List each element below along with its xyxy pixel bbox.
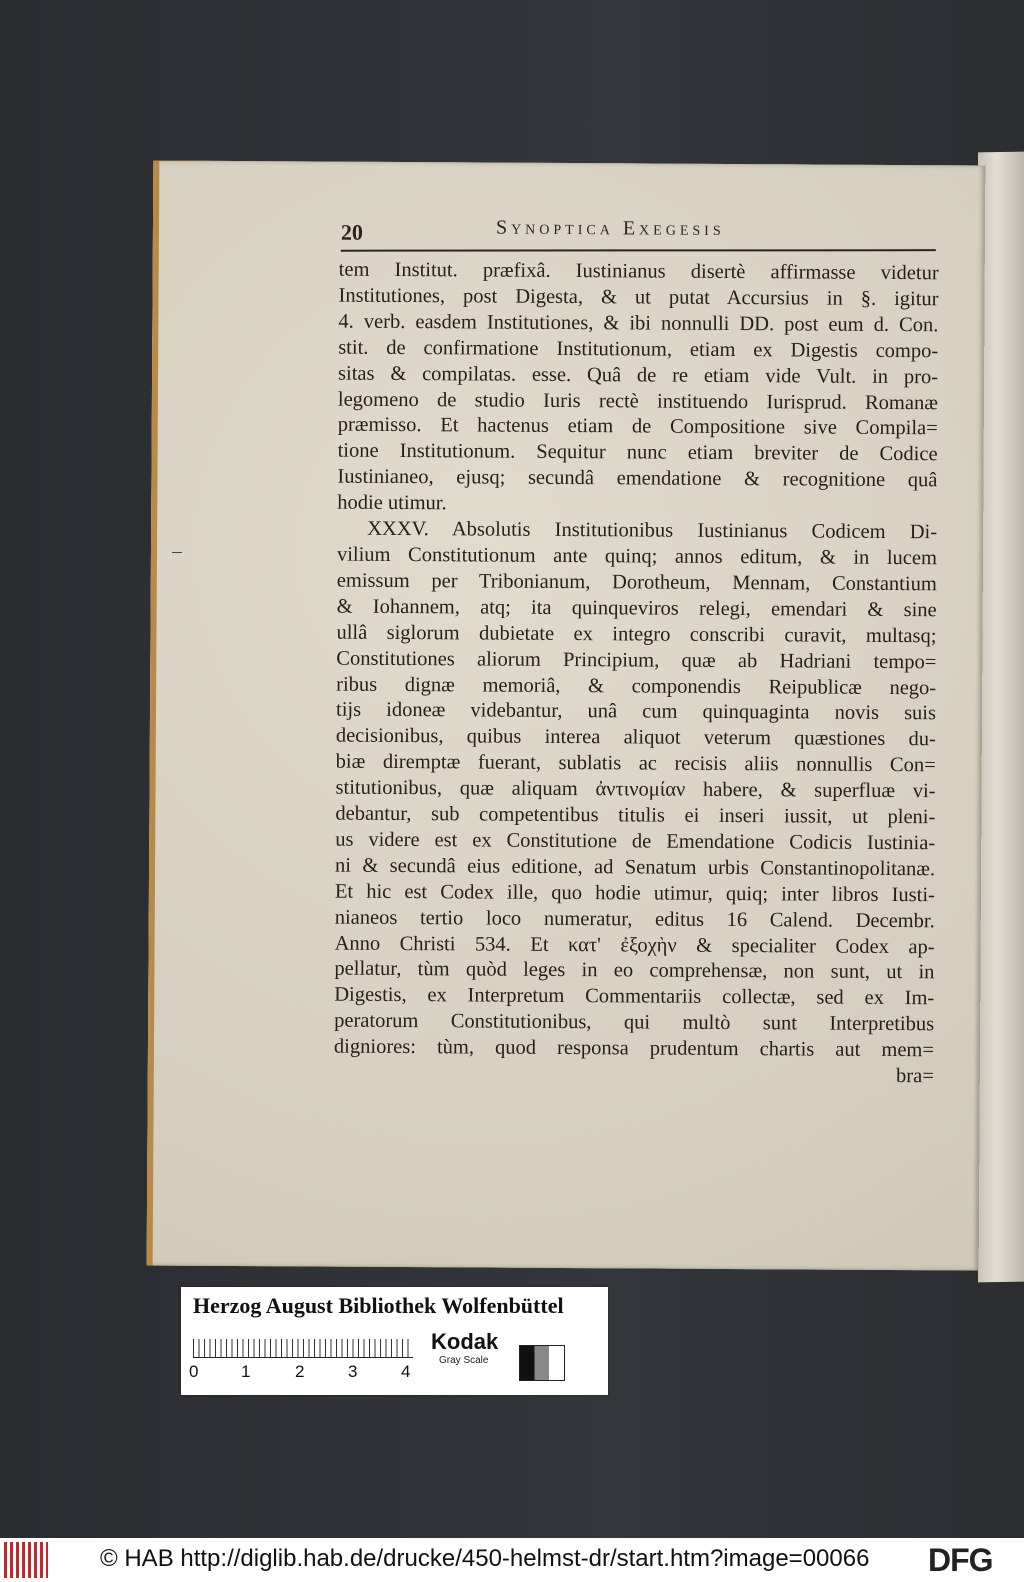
library-name: Herzog August Bibliothek Wolfenbüttel — [193, 1293, 564, 1318]
text-line: stitutionibus, quæ aliquam ἀντινομίαν habere, & superfluæ vi- — [335, 776, 936, 803]
text-line: ullâ siglorum dubietate ex integro conscribi curavit, multasq; — [336, 621, 937, 647]
text-line: pellatur, tùm quòd leges in eo comprehensæ, non sunt, ut in — [334, 958, 935, 984]
footer-credit-link[interactable]: © HAB http://diglib.hab.de/drucke/450-helmst-dr/start.htm?image=00066 — [100, 1545, 870, 1572]
ruler-numbers — [189, 1362, 429, 1384]
text-line: 4. verb. easdem Institutiones, & ibi nonnulli DD. post eum d. Con. — [338, 310, 939, 337]
text-line: decisionibus, quibus interea aliquot veterum quæstiones du- — [335, 724, 936, 751]
text-line: præmisso. Et hactenus etiam de Compositione sive Compila= — [337, 414, 938, 440]
text-line: tione Institutionum. Sequitur nunc etiam breviter de Codice — [337, 439, 938, 466]
page-header — [341, 214, 941, 252]
text-line: Anno Christi 534. Et κατ' ἐξοχὴν & specialiter Codex ap- — [334, 932, 935, 958]
ruler-number: 3 — [348, 1362, 358, 1381]
text-line: us videre est ex Constitutione de Emendatione Codicis Iustinia- — [335, 828, 936, 855]
body-text — [334, 258, 939, 1091]
text-line: Constitutiones aliorum Principium, quæ ab Hadriani tempo= — [336, 647, 937, 673]
text-line: bra= — [895, 1065, 934, 1088]
header-rule — [341, 249, 936, 252]
kodak-logo: Kodak — [431, 1329, 499, 1354]
color-target-card — [181, 1287, 608, 1395]
text-line: ni & secundâ eius editione, ad Senatum urbis Constantinopolitanæ. — [335, 854, 936, 881]
gray-scale-swatch — [519, 1345, 565, 1381]
scale-ruler — [193, 1327, 413, 1358]
text-line: stit. de confirmatione Institutionum, etiam ex Digestis compo- — [338, 336, 939, 362]
text-line: & Iohannem, atq; ita quinqueviros relegi, emendari & sine — [336, 595, 937, 622]
text-line: tijs idoneæ videbantur, unâ cum quinquaginta novis suis — [335, 699, 937, 725]
text-line: Institutiones, post Digesta, & ut putat Accursius in §. igitur — [338, 284, 939, 311]
text-line: sitas & compilatas. esse. Quâ de re etiam vide Vult. in pro- — [338, 362, 939, 388]
hab-barcode-icon — [4, 1542, 48, 1578]
text-line: Digestis, ex Interpretum Commentariis collectæ, sed ex Im- — [334, 983, 935, 1010]
text-line: ribus dignæ memoriâ, & componendis Reipublicæ nego- — [336, 673, 937, 699]
book-page — [147, 160, 986, 1270]
ruler-number: 0 — [189, 1362, 199, 1381]
text-line: hodie utimur. — [337, 491, 447, 515]
ruler-number: 1 — [241, 1362, 251, 1381]
text-line: emissum per Tribonianum, Dorotheum, Mennam, Constantium — [336, 569, 937, 596]
text-line: debantur, sub competentibus titulis ei inseri iussit, ut pleni- — [335, 802, 936, 829]
text-line: biæ diremptæ fuerant, sublatis ac recisis aliis nonnullis Con= — [335, 750, 936, 777]
text-line: digniores: tùm, quod responsa prudentum chartis aut mem= — [333, 1035, 935, 1062]
text-line: vilium Constitutionum ante quinq; annos editum, & in lucem — [336, 543, 938, 570]
facing-page-edge — [978, 152, 1024, 1283]
text-line: Iustinianeo, ejusq; secundâ emendatione & recognitione quâ — [337, 465, 938, 492]
footer-bar — [0, 1538, 1024, 1582]
margin-mark — [172, 552, 182, 553]
dfg-logo: DFG — [928, 1542, 993, 1578]
gray-scale-label: Gray Scale — [439, 1355, 489, 1366]
running-title: Synoptica Exegesis — [495, 216, 725, 240]
text-line: Et hic est Codex ille, quo hodie utimur, quiq; inter libros Iusti- — [334, 880, 935, 907]
text-line: XXXV. Absolutis Institutionibus Iustinianus Codicem Di- — [367, 517, 938, 544]
ruler-number: 2 — [295, 1362, 305, 1381]
ruler-number: 4 — [401, 1362, 411, 1381]
text-line: tem Institut. præfixâ. Iustinianus disertè affirmasse videtur — [338, 258, 939, 285]
text-line: peratorum Constitutionibus, qui multò sunt Interpretibus — [334, 1009, 935, 1036]
page-number: 20 — [340, 219, 364, 245]
text-line: legomeno de studio Iuris rectè instituendo Iurisprud. Romanæ — [337, 388, 938, 414]
text-line: nianeos tertio loco numeratur, editus 16 Calend. Decembr. — [334, 906, 935, 932]
